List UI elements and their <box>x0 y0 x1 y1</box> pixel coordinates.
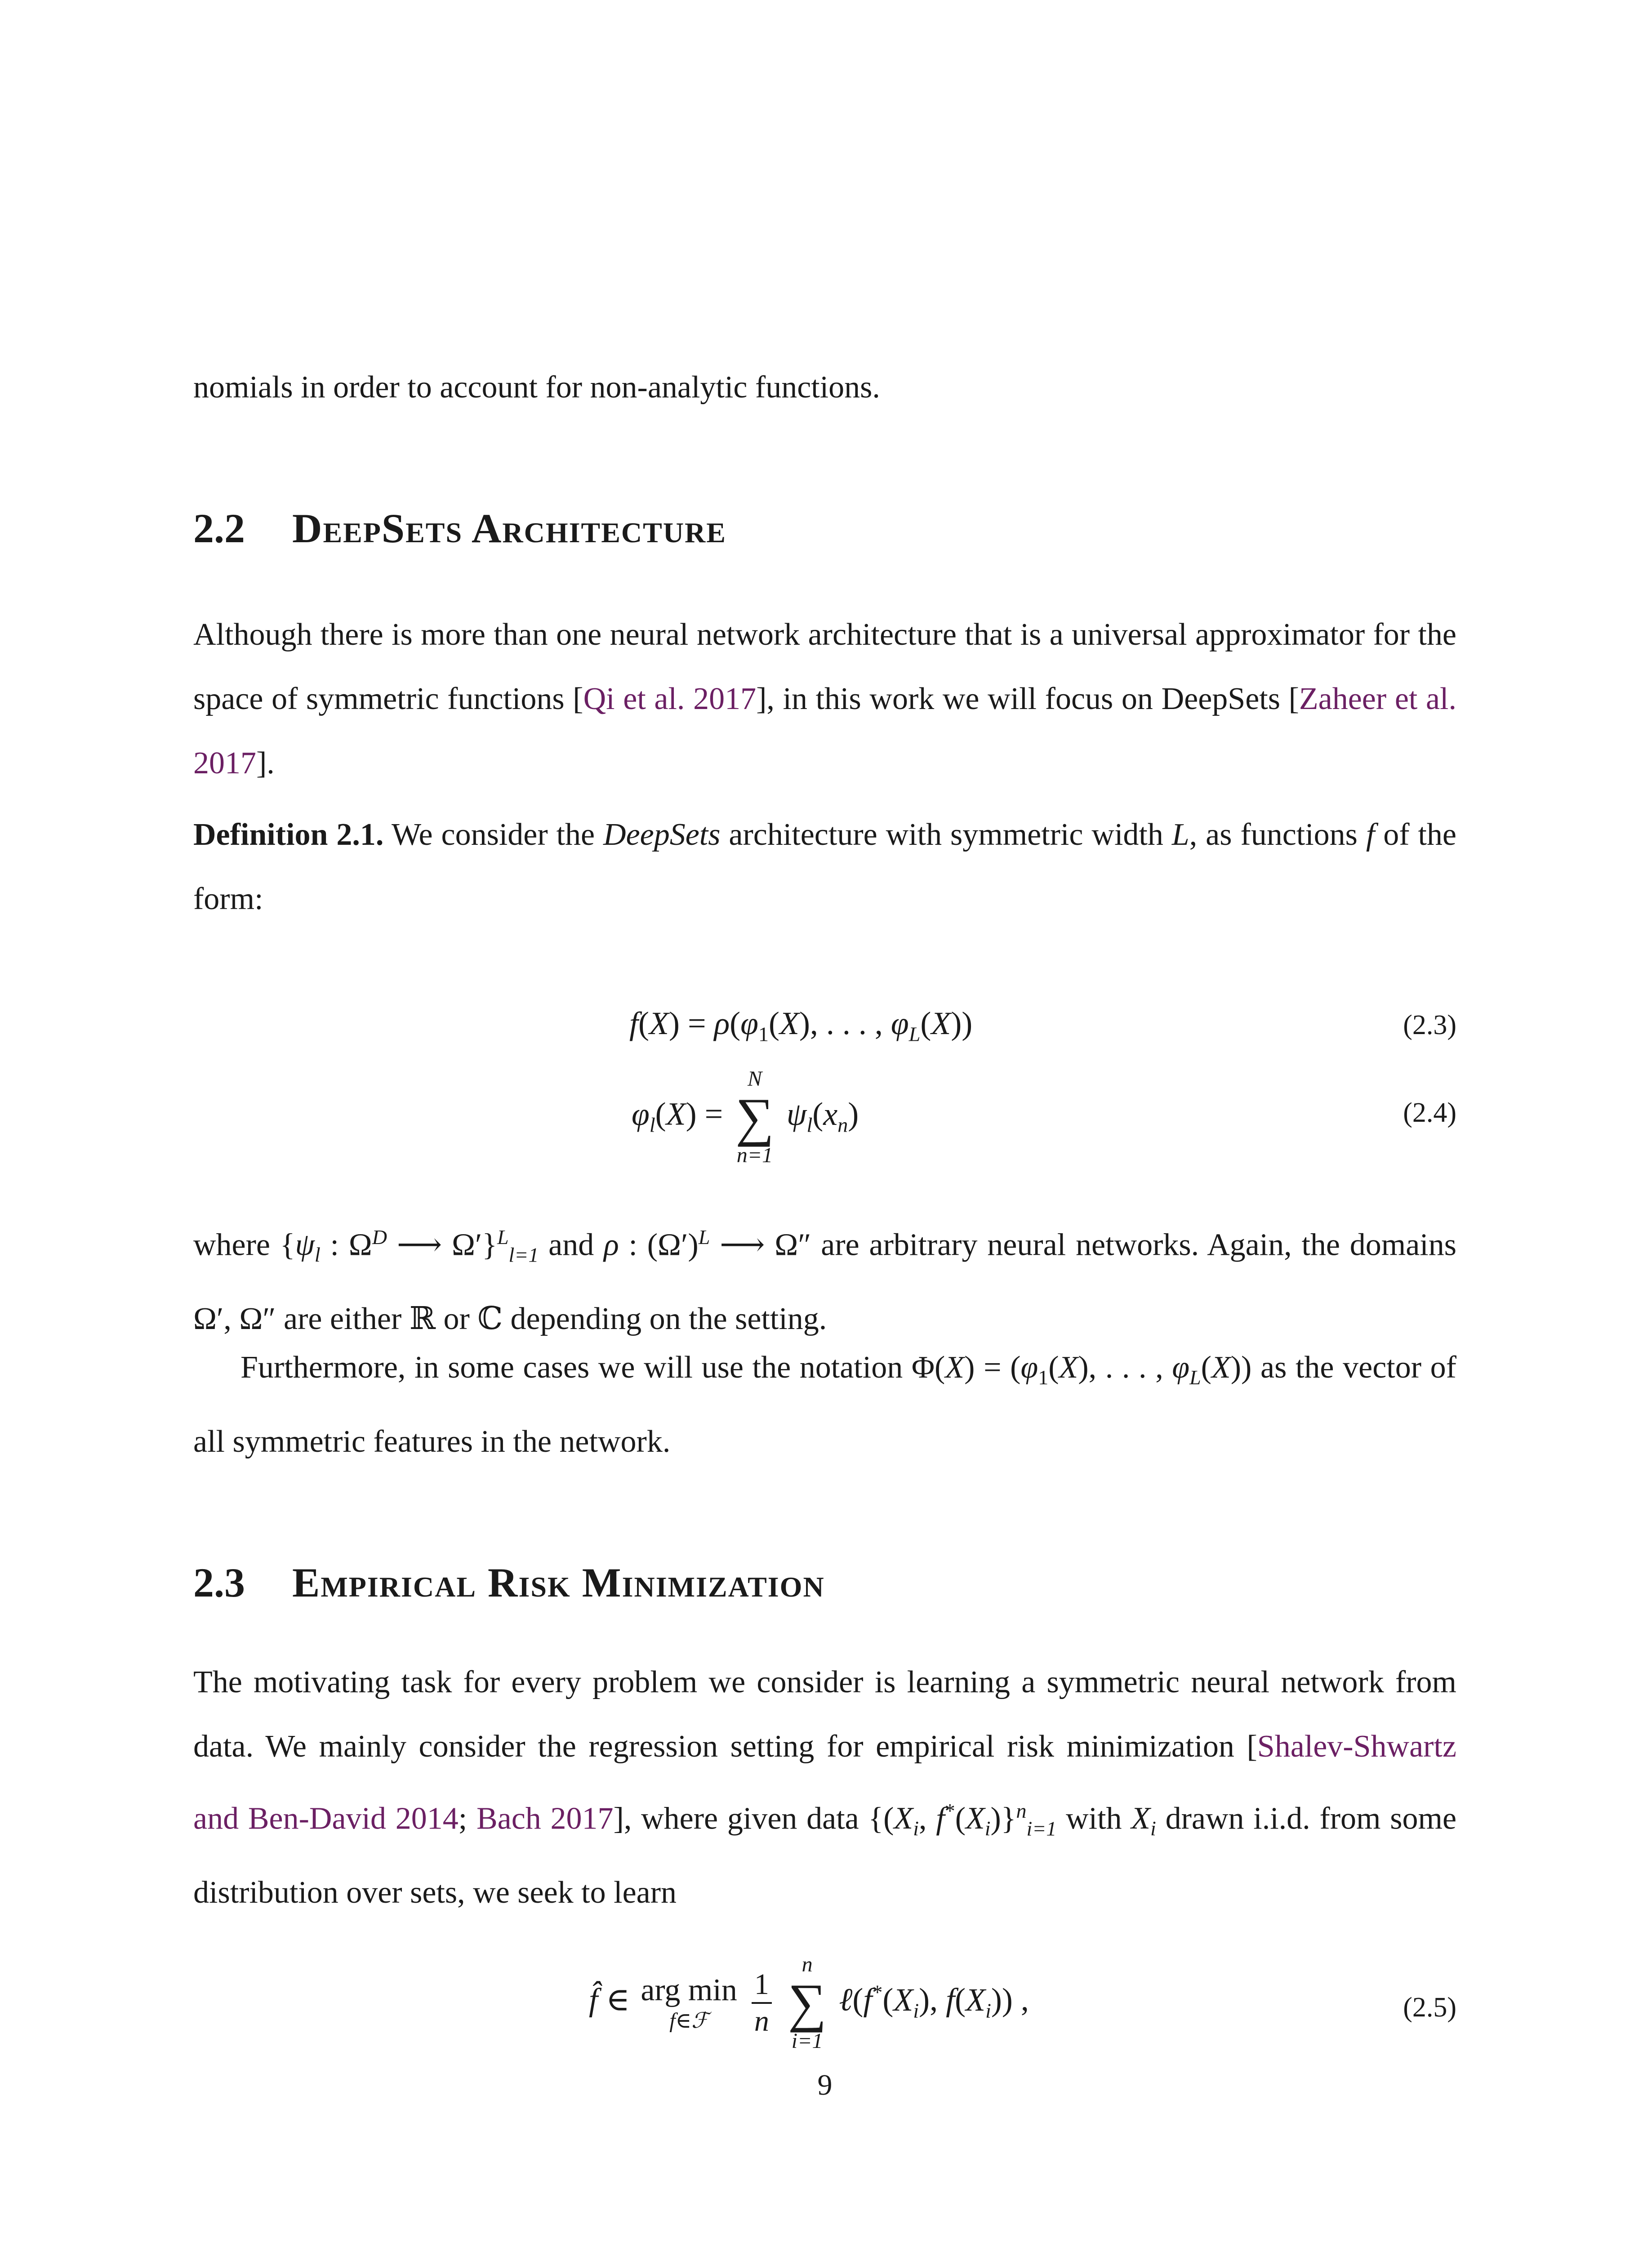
citation-link[interactable]: Bach 2017 <box>476 1801 614 1836</box>
citation-link[interactable]: Qi et al. 2017 <box>583 682 757 716</box>
page-number: 9 <box>817 2069 833 2101</box>
paragraph-where: where {$\psi_l$ : $\Omega^D$ ⟶ Ω′}$^L_{l=1}$ and ρ : $(\Omega')^L$ ⟶ Ω″ are arbitrary neural networks. Again, the domains Ω′, Ω″ are either ℝ or ℂ depending on the setting. <box>193 1226 1456 1337</box>
intro-line: nomials in order to account for non-analytic functions. <box>193 370 880 405</box>
section-title: Empirical Risk Minimization <box>292 1560 825 1606</box>
section-number: 2.2 <box>193 505 245 551</box>
paragraph-notation: Furthermore, in some cases we will use the notation $\Phi(X) = (\varphi_1(X)$, . . . , $\varphi_L(X)$) as the vector of all symmetric features in the network. <box>193 1350 1456 1459</box>
section-heading-2-2 <box>193 504 726 553</box>
section-number: 2.3 <box>193 1560 245 1606</box>
equation-number: (2.4) <box>1403 1097 1456 1128</box>
equation-2-5: f̂ ∈ arg min f∈ℱ $\frac{1}{n}$ n ∑ i=1 $\ell(f^*(X_i)$, $f(X_i)$) , <box>589 1953 1029 2053</box>
paper-page <box>193 0 1456 2248</box>
equation-number: (2.5) <box>1403 1992 1456 2023</box>
definition-2-1: Definition 2.1. We consider the DeepSets architecture with symmetric width L, as functions f of the form: <box>193 817 1456 916</box>
equation-number: (2.3) <box>1403 1010 1456 1040</box>
equation-2-3: $f(X) = \rho(\varphi_1(X)$, . . . , $\varphi_L(X)$) <box>629 1005 973 1046</box>
paragraph-deepsets-intro: Although there is more than one neural network architecture that is a universal approximator for the space of symmetric functions [Qi et al. 2017], in this work we will focus on DeepSets [Zaheer et al. 2017]. <box>193 617 1456 781</box>
definition-label: Definition 2.1. <box>193 817 384 852</box>
citation-link[interactable]: Zaheer et al. 2017 <box>193 682 1456 781</box>
paragraph-erm: The motivating task for every problem we consider is learning a symmetric neural network from data. We mainly consider the regression setting for empirical risk minimization [Shalev-Shwartz and Ben-David 2014; Bach 2017], where given data {($X_i$, $f^*(X_i)\}^n_{i=1}$ with $X_i$ drawn i.i.d. from some distribution over sets, we seek to learn <box>193 1665 1457 1910</box>
section-heading-2-3 <box>193 1558 825 1607</box>
section-title: DeepSets Architecture <box>292 505 726 551</box>
citation-link[interactable]: Shalev-Shwartz and Ben-David 2014 <box>193 1729 1456 1836</box>
equation-2-4: $\varphi_l(X)$ = N ∑ n=1 $\psi_l(x_n)$ <box>632 1067 859 1167</box>
